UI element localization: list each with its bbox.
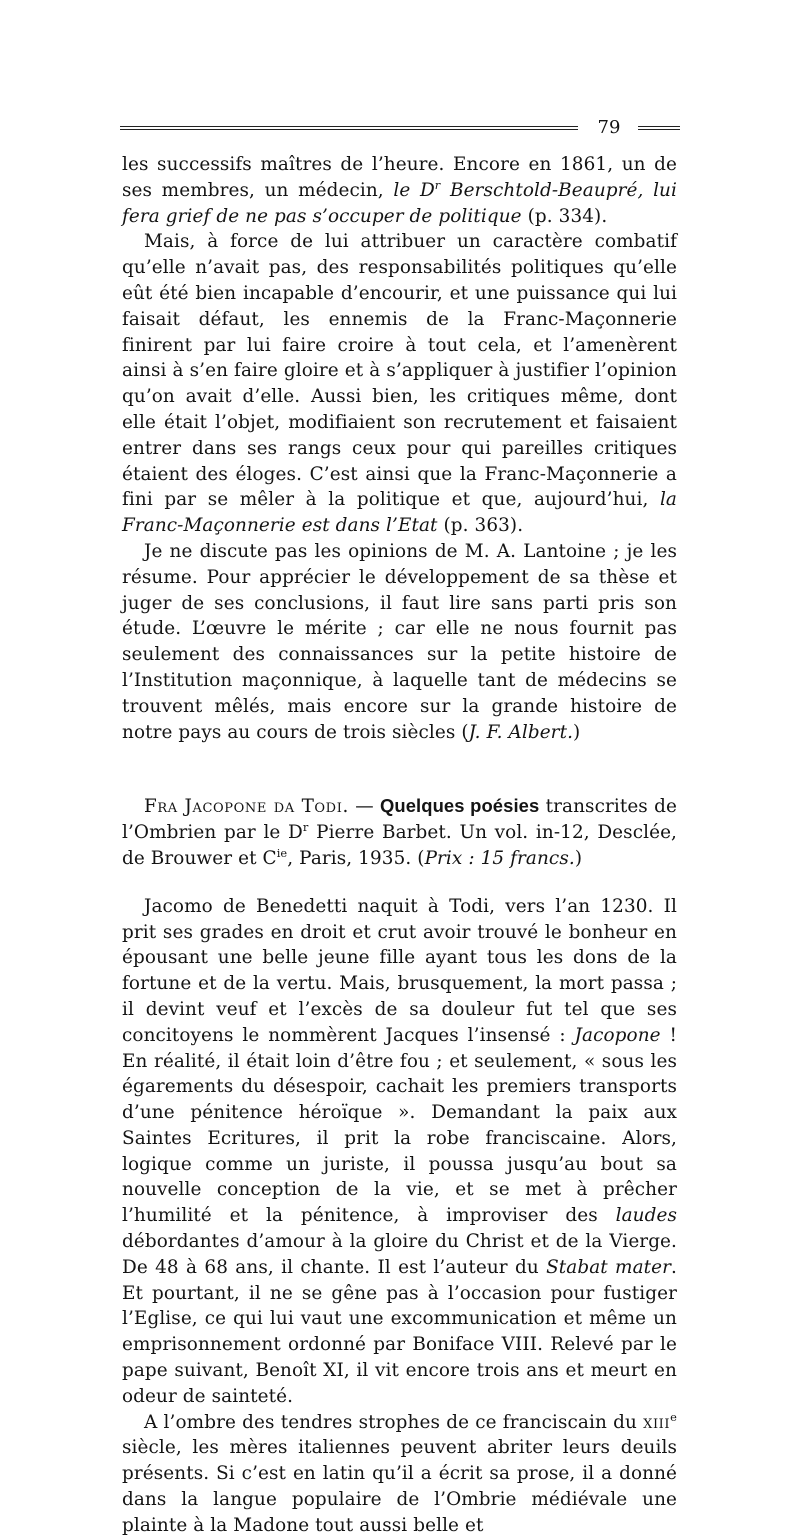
- text-run: —: [348, 796, 380, 818]
- text-run: ! En réalité, il était loin d’être fou ; et seulement, « sous les égarements du désespoir, cachait les premiers transports d’une pénitence héroïque ». Demandant la paix aux Saintes Ecritures, il prit la robe franciscaine. Alors, logique comme un juriste, il poussa jusqu’au bout sa nouvelle conception de la vie, et se met à prêcher l’humilité et la pénitence, à improviser des: [122, 1024, 677, 1227]
- paragraph-prev-1: [122, 152, 677, 229]
- review-author: Fra Jacopone da Todi.: [144, 796, 349, 818]
- text-run: A l’ombre des tendres strophes de ce franciscain du: [144, 1411, 644, 1433]
- superscript: r: [302, 820, 309, 834]
- italic-run: Berschtold-Beaupré, lui fera grief de ne pas s’occuper de politique: [122, 179, 677, 227]
- italic-run: la Franc-Maçonnerie est dans l’Etat: [122, 489, 677, 537]
- text-run: (p. 334).: [521, 205, 608, 227]
- superscript: ie: [276, 845, 288, 860]
- superscript: e: [670, 1409, 677, 1424]
- article-body: [122, 152, 677, 1539]
- italic-run: laudes: [615, 1205, 677, 1227]
- header-rule-right: [638, 126, 680, 130]
- paragraph-review-1: [122, 894, 677, 1410]
- paragraph-review-2: [122, 1410, 677, 1539]
- text-run: ): [574, 847, 583, 869]
- text-run: transcrites de l’Ombrien par le D: [122, 796, 677, 844]
- review-price: Prix : 15 francs.: [424, 847, 575, 869]
- text-run: , Paris, 1935. (: [287, 847, 425, 869]
- page-header: [120, 119, 680, 139]
- italic-run: le D: [393, 179, 435, 201]
- italic-run: Jacopone: [574, 1024, 661, 1046]
- text-run: siècle, les mères italiennes peuvent abriter leurs deuils présents. Si c’est en latin qu’il a écrit sa prose, il a donné dans la langue populaire de l’Ombrie médiévale une plainte à la Madone tout aussi belle et: [122, 1437, 677, 1536]
- text-run: ): [573, 721, 581, 743]
- text-run: Je ne discute pas les opinions de M. A. Lantoine ; je les résume. Pour apprécier le développement de sa thèse et juger de ses conclusions, il faut lire sans parti pris son étude. L’œuvre le mérite ; car elle ne nous fournit pas seulement des connaissances sur la petite histoire de l’Institution maçonnique, à laquelle tant de médecins se trouvent mêlés, mais encore sur la grande histoire de notre pays au cours de trois siècles (: [122, 540, 677, 743]
- paragraph-prev-2: [122, 229, 677, 539]
- text-run: les successifs maîtres de l’heure. Encore en 1861, un de ses membres, un médecin,: [122, 154, 677, 201]
- header-rule-left: [120, 126, 578, 130]
- italic-run: Stabat mater: [546, 1256, 672, 1278]
- text-run: Jacomo de Benedetti naquit à Todi, vers l’an 1230. Il prit ses grades en droit et crut avoir trouvé le bonheur en épousant une belle jeune fille ayant tous les dons de la fortune et de la vertu. Mais, brusquement, la mort passa ; il devint veuf et l’excès de sa douleur fut tel que ses concitoyens le nommèrent Jacques l’insensé :: [122, 895, 677, 1046]
- signature: J. F. Albert.: [468, 721, 574, 743]
- review-heading: [122, 793, 677, 871]
- superscript: r: [434, 177, 441, 192]
- text-run: Mais, à force de lui attribuer un caractère combatif qu’elle n’avait pas, des responsabilités politiques qu’elle eût été bien incapable d’encourir, et une puissance qui lui faisait défaut, les ennemis de la Franc-Maçonnerie finirent par lui faire croire à tout cela, et l’amenèrent ainsi à s’en faire gloire et à s’appliquer à justifier l’opinion qu’on avait d’elle. Aussi bien, les critiques même, dont elle était l’objet, modifiaient son recrutement et faisaient entrer dans ses rangs ceux pour qui pareilles critiques étaient des éloges. C’est ainsi que la Franc-Maçonnerie a fini par se mêler à la politique et que, aujourd’hui,: [122, 231, 677, 511]
- text-run: (p. 363).: [437, 515, 524, 537]
- text-run: . Et pourtant, il ne se gêne pas à l’occasion pour fustiger l’Eglise, ce qui lui vaut une excommunication et même un emprisonnement ordonné par Boniface VIII. Relevé par le pape suivant, Benoît XI, il vit encore trois ans et meurt en odeur de sainteté.: [122, 1256, 677, 1407]
- review-title: Quelques poésies: [379, 795, 540, 817]
- text-run: débordantes d’amour à la gloire du Christ et de la Vierge. De 48 à 68 ans, il chante. Il est l’auteur du: [122, 1231, 677, 1278]
- paragraph-prev-3: [122, 539, 677, 745]
- century-numeral: xiii: [643, 1411, 671, 1433]
- text-run: Pierre Barbet. Un vol. in-12, Desclée, de Brouwer et C: [122, 822, 677, 869]
- page-number: 79: [597, 117, 621, 138]
